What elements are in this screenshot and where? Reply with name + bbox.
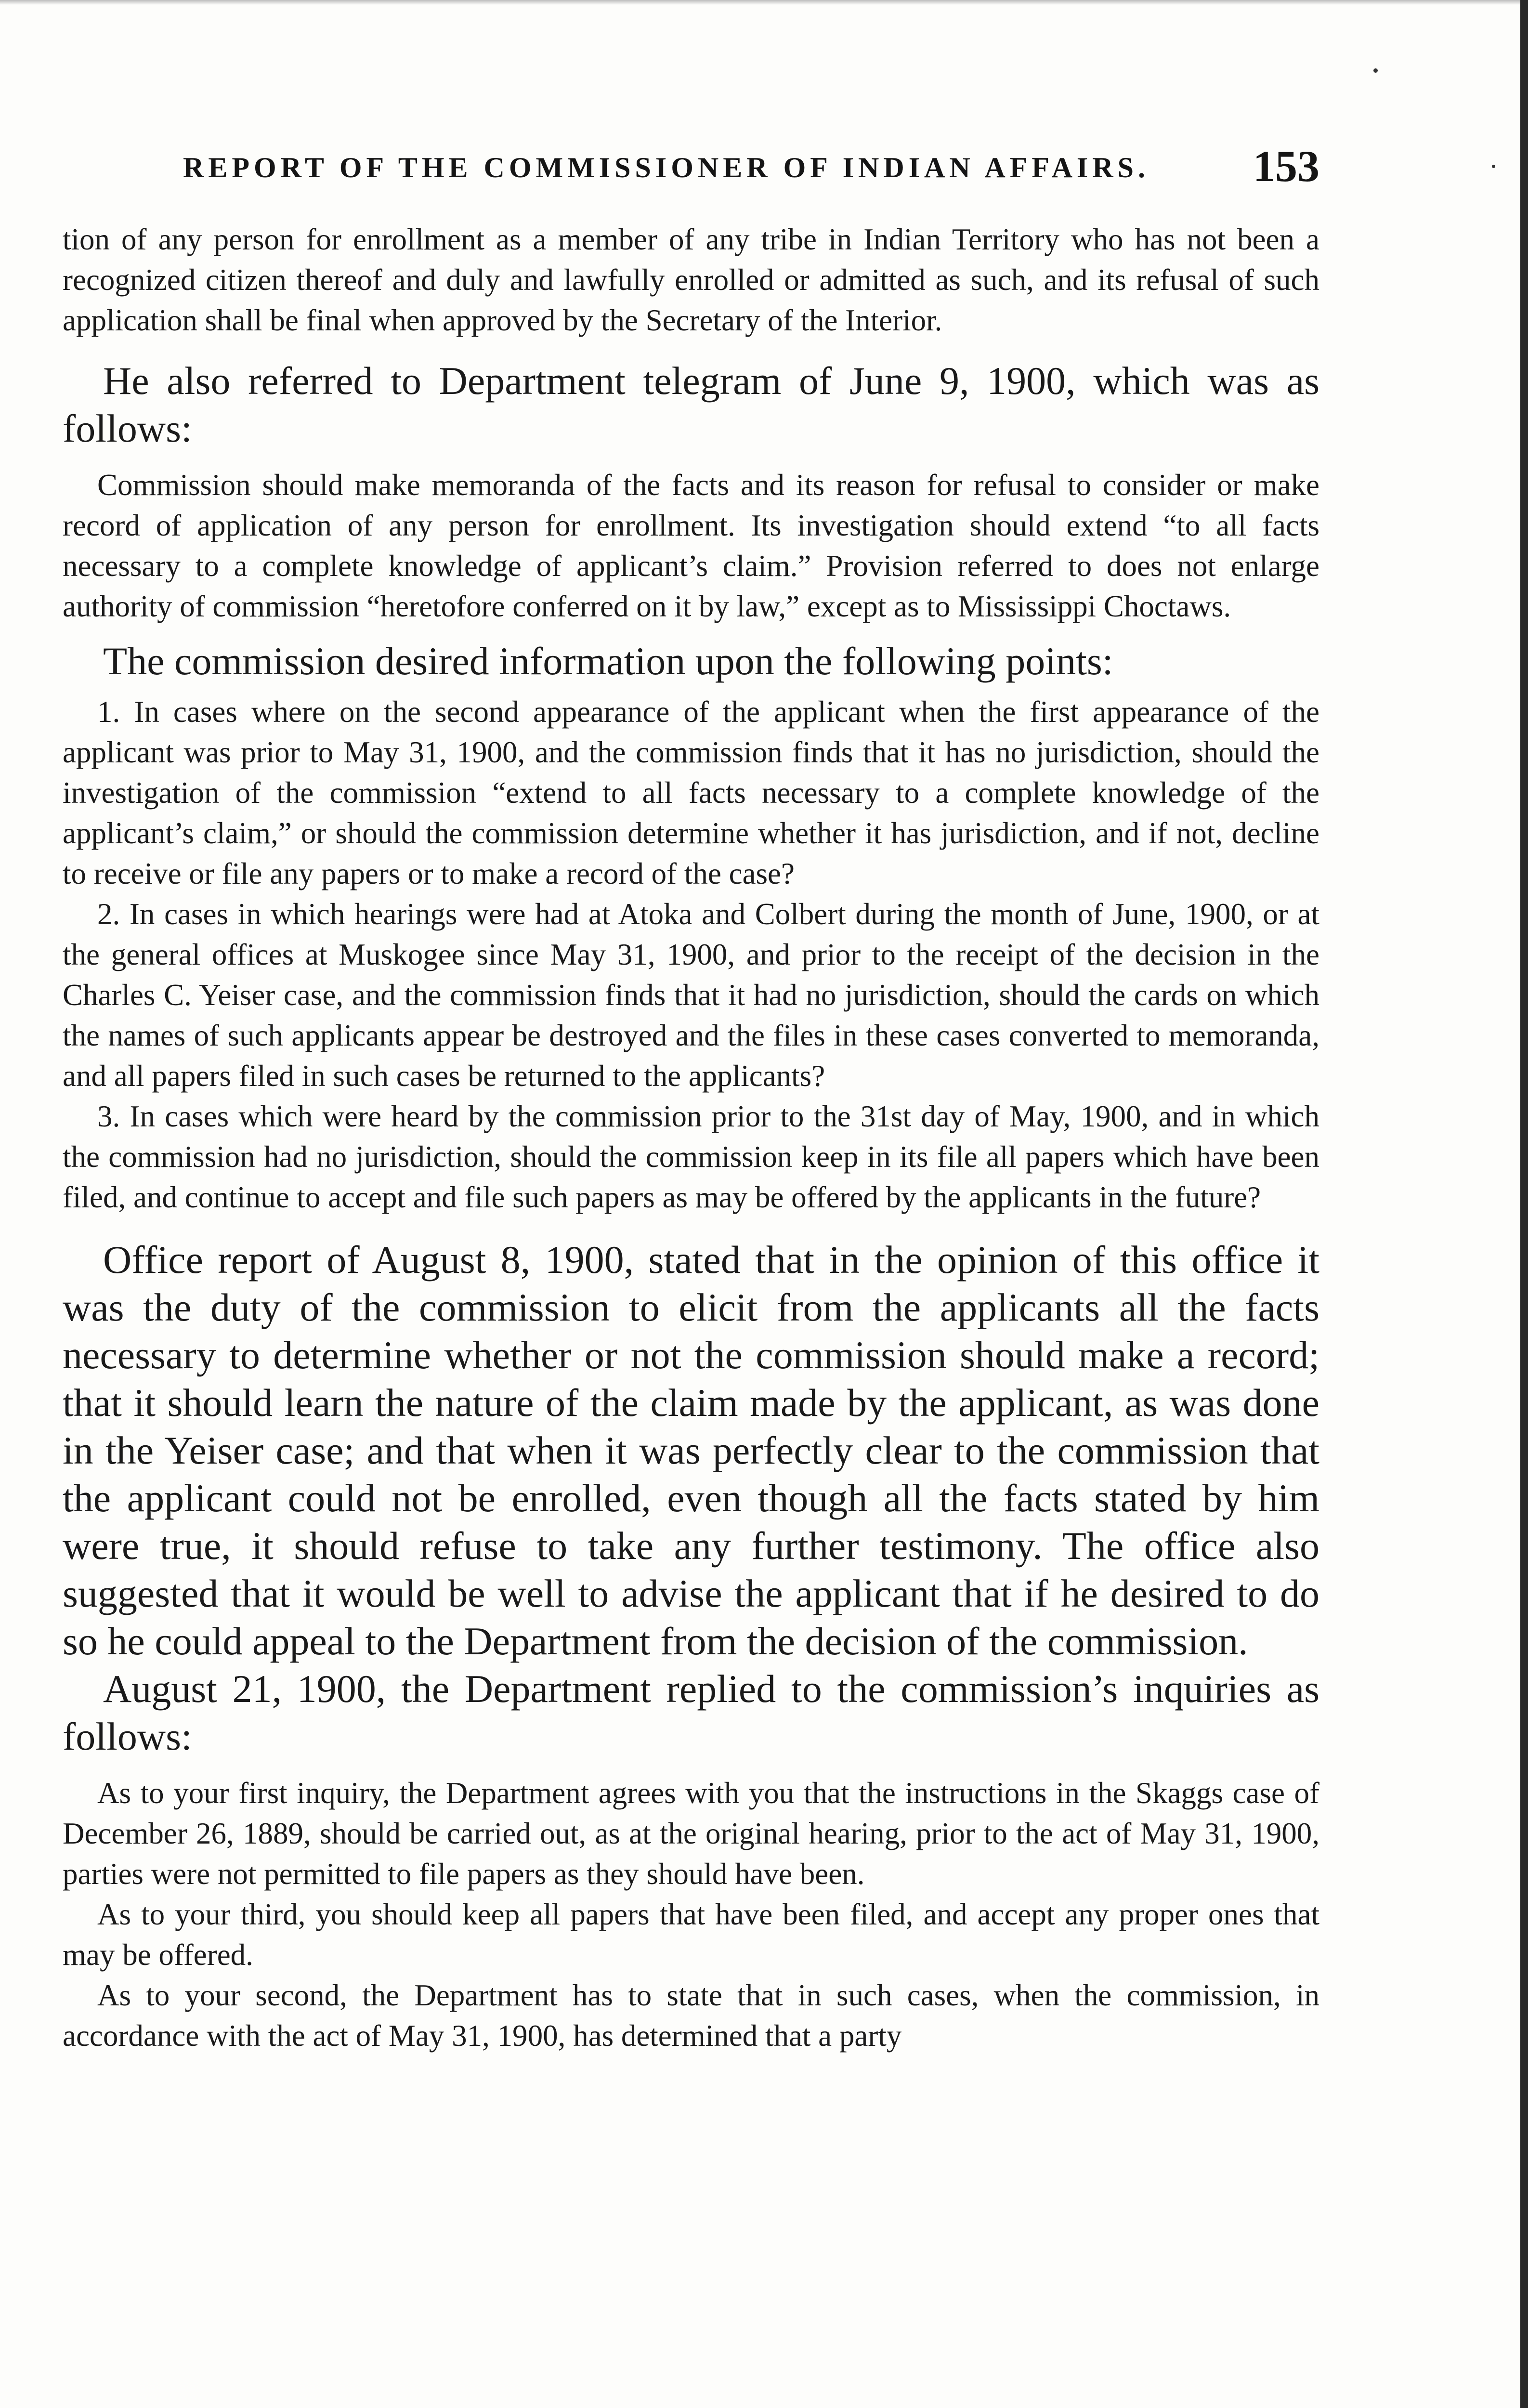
page-number: 153	[1253, 142, 1319, 191]
paragraph-telegram-intro: He also referred to Department telegram of June 9, 1900, which was as follows:	[63, 359, 1319, 450]
quote-first-inquiry: As to your first inquiry, the Department agrees with you that the instructions in the Skaggs case of December 26, 1889, should be carried out, as at the original hearing, prior to the act of May 31, 1900, parties were not permitted to file papers as they should have been.	[63, 1776, 1319, 1891]
quote-point-3: 3. In cases which were heard by the commission prior to the 31st day of May, 1900, and in which the commission had no jurisdiction, should the commission keep in its file all papers which have been filed, and continue to accept and file such papers as may be offered by the applicants in the future?	[63, 1099, 1319, 1214]
scan-speck	[1373, 68, 1378, 73]
paragraph-continuation: tion of any person for enrollment as a member of any tribe in Indian Territory who has not been a recognized citizen thereof and duly and lawfully enrolled or admitted as such, and its refusal of such application shall be final when approved by the Secretary of the Interior.	[63, 222, 1319, 337]
quote-point-2: 2. In cases in which hearings were had at Atoka and Colbert during the month of June, 1900, or at the general offices at Muskogee since May 31, 1900, and prior to the receipt of the decision in the Charles C. Yeiser case, and the commission finds that it had no jurisdiction, should the cards on which the names of such applicants appear be destroyed and the files in these cases converted to memoranda, and all papers filed in such cases be returned to the applicants?	[63, 897, 1319, 1093]
scan-top-edge	[0, 0, 1528, 5]
page-body	[63, 219, 1319, 2056]
scan-speck	[1492, 165, 1495, 168]
quote-telegram: Commission should make memoranda of the facts and its reason for refusal to consider or make record of application of any person for enrollment. Its investigation should extend “to all facts necessary to a complete knowledge of applicant’s claim.” Provision referred to does not enlarge authority of commission “heretofore conferred on it by law,” except as to Mississippi Choctaws.	[63, 468, 1319, 623]
page-header	[183, 141, 1319, 198]
paragraph-department-reply: August 21, 1900, the Department replied to the commission’s inquiries as follows:	[63, 1667, 1319, 1758]
scan-right-edge	[1520, 0, 1528, 2408]
paragraph-points-intro: The commission desired information upon the following points:	[103, 639, 1113, 683]
paragraph-office-report: Office report of August 8, 1900, stated that in the opinion of this office it was the duty of the commission to elicit from the applicants all the facts necessary to determine whether or not the commission should make a record; that it should learn the nature of the claim made by the applicant, as was done in the Yeiser case; and that when it was perfectly clear to the commission that the applicant could not be enrolled, even though all the facts stated by him were true, it should refuse to take any further testimony. The office also suggested that it would be well to advise the applicant that if he desired to do so he could appeal to the Department from the decision of the commission.	[63, 1238, 1319, 1663]
running-head: REPORT OF THE COMMISSIONER OF INDIAN AFFAIRS.	[183, 152, 1149, 183]
quote-third-inquiry: As to your third, you should keep all papers that have been filed, and accept any proper ones that may be offered.	[63, 1898, 1319, 1972]
quote-point-1: 1. In cases where on the second appearance of the applicant when the first appearance of the applicant was prior to May 31, 1900, and the commission finds that it has no jurisdiction, should the investigation of the commission “extend to all facts necessary to a complete knowledge of the applicant’s claim,” or should the commission determine whether it has jurisdiction, and if not, decline to receive or file any papers or to make a record of the case?	[63, 695, 1319, 890]
quote-second-inquiry: As to your second, the Department has to state that in such cases, when the commission, in accordance with the act of May 31, 1900, has determined that a party	[63, 1978, 1319, 2053]
